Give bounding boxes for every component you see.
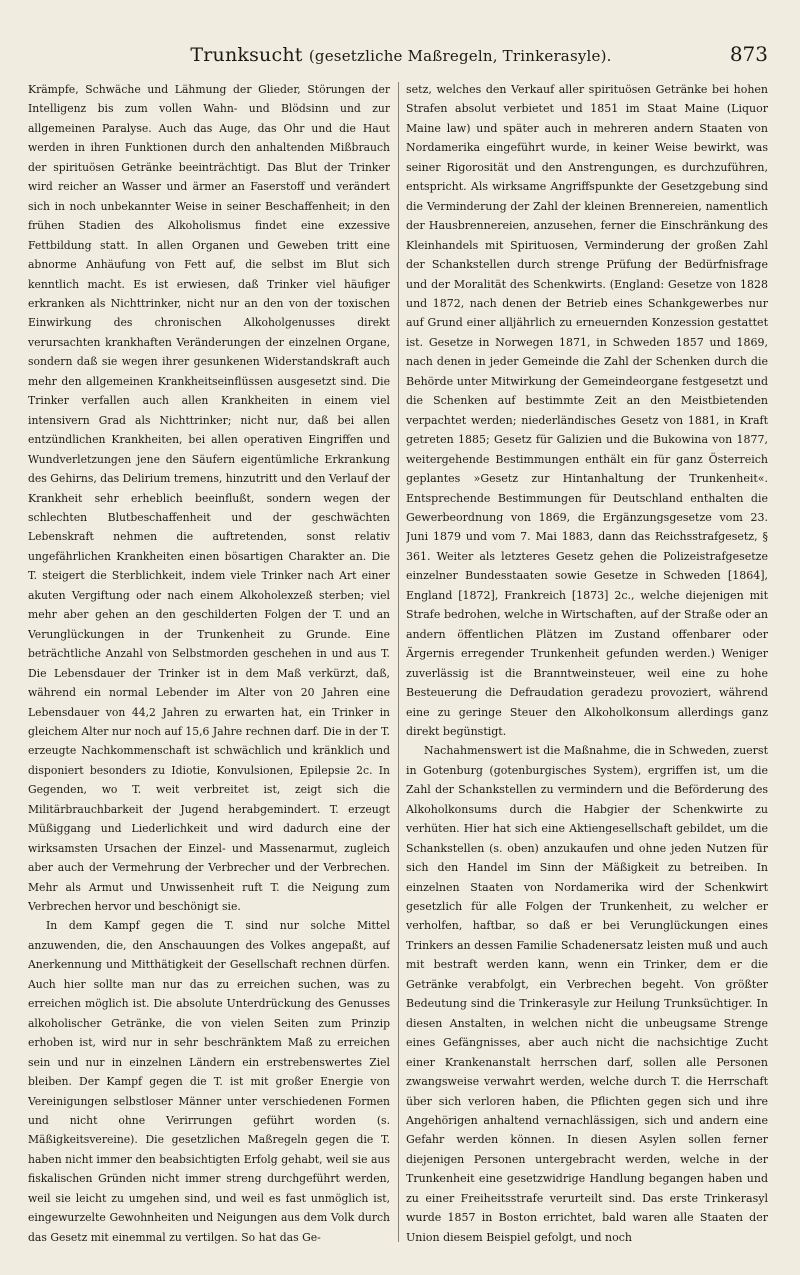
left-column [28, 80, 390, 1250]
paragraph: In dem Kampf gegen die T. sind nur solche Mittel anzuwenden, die, den Anschauungen des Volkes angepaßt, auf Anerkennung und Mitthätigkeit der Gesellschaft rechnen dürfen. Auch hier sollte man nur das zu erreichen suchen, was zu erreichen möglich ist. Die absolute Unterdrückung des Genusses alkoholischer Getränke, die von vielen Seiten zum Prinzip erhoben ist, wird nur in sehr beschränktem Maß zu erreichen sein und nur in einzelnen Ländern ein erstrebenswertes Ziel bleiben. Der Kampf gegen die T. ist mit großer Energie von Vereinigungen selbstloser Männer unter verschiedenen Formen und nicht ohne Verirrungen geführt worden (s. Mäßigkeitsvereine). Die gesetzlichen Maßregeln gegen die T. haben nicht immer den beabsichtigten Erfolg gehabt, weil sie aus fiskalischen Gründen nicht immer streng durchgeführt werden, weil sie leicht zu umgehen sind, und weil es fast unmöglich ist, eingewurzelte Gewohnheiten und Neigungen aus dem Volk durch das Gesetz mit einemmal zu vertilgen. So hat das Ge- [28, 919, 390, 1244]
paragraph: Krämpfe, Schwäche und Lähmung der Glieder, Störungen der Intelligenz bis zum vollen Wahn- und Blödsinn und zur allgemeinen Paralyse. Auch das Auge, das Ohr und die Haut werden in ihren Funktionen durch den anhaltenden Mißbrauch der spirituösen Getränke beeinträchtigt. Das Blut der Trinker wird reicher an Wasser und ärmer an Faserstoff und verändert sich in noch unbekannter Weise in seiner Beschaffenheit; in den frühen Stadien des Alkoholismus findet eine exzessive Fettbildung statt. In allen Organen und Geweben tritt eine abnorme Anhäufung von Fett auf, die selbst im Blut sich kenntlich macht. Es ist erwiesen, daß Trinker viel häufiger erkranken als Nichttrinker, nicht nur an den von der toxischen Einwirkung des chronischen Alkoholgenusses direkt verursachten krankhaften Veränderungen der einzelnen Organe, sondern daß sie wegen ihrer gesunkenen Widerstandskraft auch mehr den allgemeinen Krankheitseinflüssen ausgesetzt sind. Die Trinker verfallen auch allen Krankheiten in einem viel intensivern Grad als Nichttrinker; nicht nur, daß bei allen entzündlichen Krankheiten, bei allen operativen Eingriffen und Wundverletzungen jene den Säufern eigentümliche Erkrankung des Gehirns, das Delirium tremens, hinzutritt und den Verlauf der Krankheit sehr erheblich beeinflußt, sondern wegen der schlechten Blutbeschaffenheit und der geschwächten Lebenskraft nehmen die auftretenden, sonst relativ ungefährlichen Krankheiten einen bösartigen Charakter an. Die T. steigert die Sterblichkeit, indem viele Trinker nach Art einer akuten Vergiftung oder nach einem Alkoholexzeß sterben; viel mehr aber gehen an den geschilderten Folgen der T. und an Verunglückungen in der Trunkenheit zu Grunde. Eine beträchtliche Anzahl von Selbstmorden geschehen in und aus T. Die Lebensdauer der Trinker ist in dem Maß verkürzt, daß, während ein normal Lebender im Alter von 20 Jahren eine Lebensdauer von 44,2 Jahren zu erwarten hat, ein Trinker in gleichem Alter nur noch auf 15,6 Jahre rechnen darf. Die in der T. erzeugte Nachkommenschaft ist schwächlich und kränklich und disponiert besonders zu Idiotie, Konvulsionen, Epilepsie 2c. In Gegenden, wo T. weit verbreitet ist, zeigt sich die Militärbrauchbarkeit der Jugend herabgemindert. T. erzeugt Müßiggang und Liederlichkeit und wird dadurch eine der wirksamsten Ursachen der Einzel- und Massenarmut, zugleich aber auch der Vermehrung der Verbrecher und der Verbrechen. Mehr als Armut und Unwissenheit ruft T. die Neigung zum Verbrechen hervor und beschönigt sie. [28, 83, 390, 914]
paragraph: setz, welches den Verkauf aller spirituösen Getränke bei hohen Strafen absolut verbietet und 1851 im Staat Maine (Liquor Maine law) und später auch in mehreren andern Staaten von Nordamerika eingeführt wurde, in keiner Weise bewirkt, was seiner Rigorosität und den Anstrengungen, es durchzuführen, entspricht. Als wirksame Angriffspunkte der Gesetzgebung sind die Verminderung der Zahl der kleinen Brennereien, namentlich der Hausbrennereien, anzusehen, ferner die Einschränkung des Kleinhandels mit Spirituosen, Verminderung der großen Zahl der Schankstellen durch strenge Prüfung der Bedürfnisfrage und der Moralität des Schenkwirts. (England: Gesetze von 1828 und 1872, nach denen der Betrieb eines Schankgewerbes nur auf Grund einer alljährlich zu erneuernden Konzession gestattet ist. Gesetze in Norwegen 1871, in Schweden 1857 und 1869, nach denen in jeder Gemeinde die Zahl der Schenken durch die Behörde unter Mitwirkung der Gemeindeorgane festgesetzt und die Schenken auf bestimmte Zeit an den Meistbietenden verpachtet werden; niederländisches Gesetz von 1881, in Kraft getreten 1885; Gesetz für Galizien und die Bukowina von 1877, weitergehende Bestimmungen enthält ein für ganz Österreich geplantes »Gesetz zur Hintanhaltung der Trunkenheit«. Entsprechende Bestimmungen für Deutschland enthalten die Gewerbeordnung von 1869, die Ergänzungsgesetze vom 23. Juni 1879 und vom 7. Mai 1883, dann das Reichsstrafgesetz, § 361. Weiter als letzteres Gesetz gehen die Polizeistrafgesetze einzelner Bundesstaaten sowie Gesetze in Schweden [1864], England [1872], Frankreich [1873] 2c., welche diejenigen mit Strafe bedrohen, welche in Wirtschaften, auf der Straße oder an andern öffentlichen Plätzen im Zustand offenbarer oder Ärgernis erregender Trunkenheit gefunden werden.) Weniger zuverlässig ist die Branntweinsteuer, weil eine zu hohe Besteuerung die Defraudation geradezu provoziert, während eine zu geringe Steuer den Alkoholkonsum allerdings ganz direkt begünstigt. [406, 83, 768, 738]
page-header [30, 36, 772, 76]
column-divider [398, 82, 399, 1242]
right-column [406, 80, 768, 1250]
running-title [30, 44, 772, 66]
running-title-main: Trunksucht [190, 44, 303, 66]
paragraph: Nachahmenswert ist die Maßnahme, die in Schweden, zuerst in Gotenburg (gotenburgisches System), ergriffen ist, um die Zahl der Schankstellen zu vermindern und die Beförderung des Alkoholkonsums durch die Habgier der Schenkwirte zu verhüten. Hier hat sich eine Aktiengesellschaft gebildet, um die Schankstellen (s. oben) anzukaufen und ohne jeden Nutzen für sich den Handel im Sinn der Mäßigkeit zu betreiben. In einzelnen Staaten von Nordamerika wird der Schenkwirt gesetzlich für alle Folgen der Trunkenheit, zu welcher er verholfen, haftbar, so daß er bei Verunglückungen eines Trinkers an dessen Familie Schadenersatz leisten muß und auch mit bestraft werden kann, wenn ein Trinker, dem er die Getränke verabfolgt, ein Verbrechen begeht. Von größter Bedeutung sind die Trinkerasyle zur Heilung Trunksüchtiger. In diesen Anstalten, in welchen nicht die unbeugsame Strenge eines Gefängnisses, aber auch nicht die nachsichtige Zucht einer Krankenanstalt herrschen darf, sollen alle Personen zwangsweise verwahrt werden, welche durch T. die Herrschaft über sich verloren haben, die Pflichten gegen sich und ihre Angehörigen anhaltend vernachlässigen, sich und andern eine Gefahr werden können. In diesen Asylen sollen ferner diejenigen Personen untergebracht werden, welche in der Trunkenheit eine gesetzwidrige Handlung begangen haben und zu einer Freiheitsstrafe verurteilt sind. Das erste Trinkerasyl wurde 1857 in Boston errichtet, bald waren alle Staaten der Union diesem Beispiel gefolgt, und noch [406, 744, 768, 1244]
page-number: 873 [729, 42, 768, 66]
running-title-sub: (gesetzliche Maßregeln, Trinkerasyle). [308, 47, 612, 65]
